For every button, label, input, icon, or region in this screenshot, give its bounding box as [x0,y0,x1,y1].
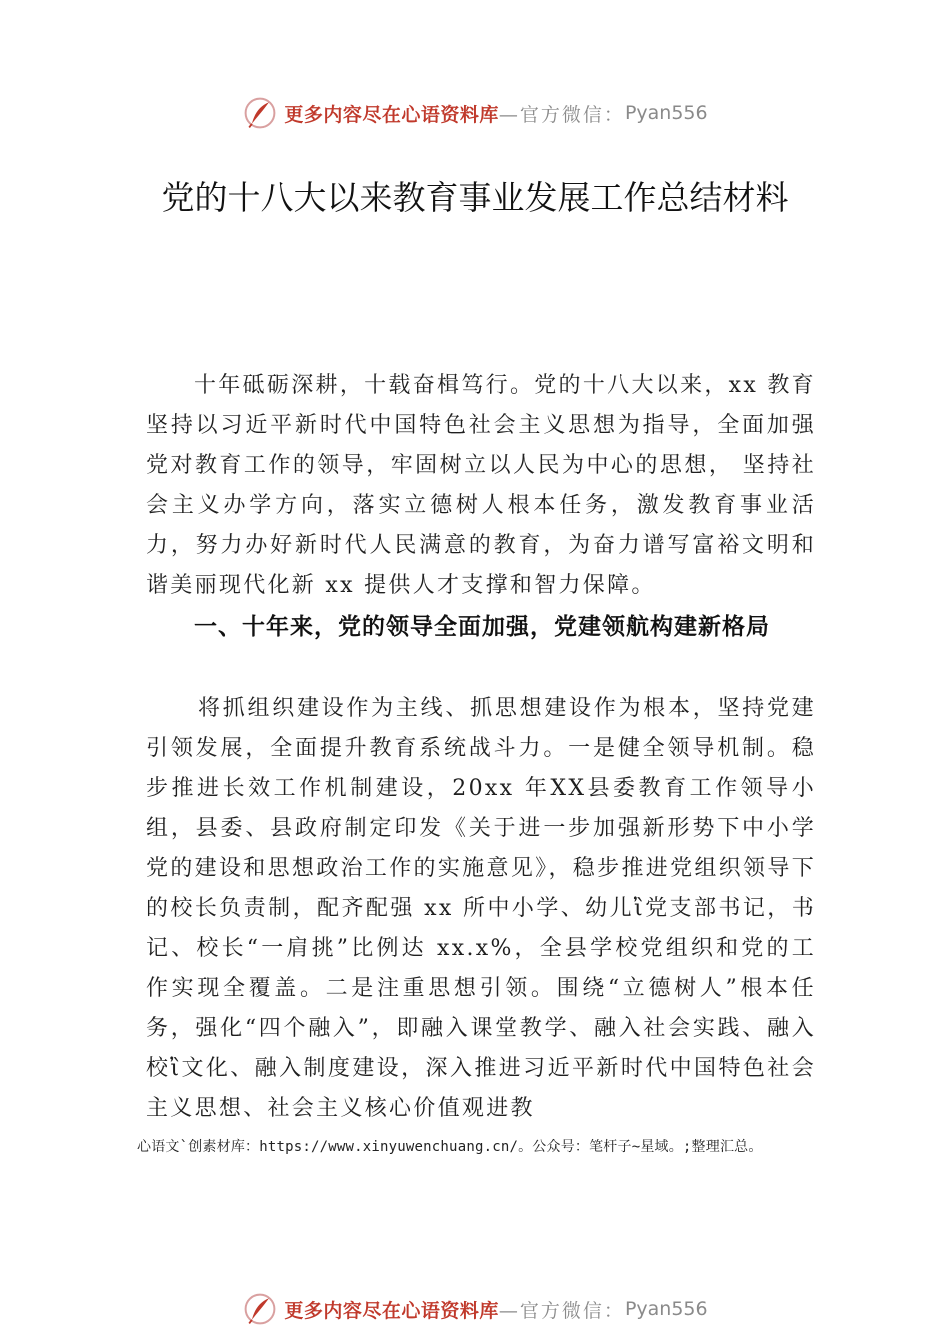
document-title: 党的十八大以来教育事业发展工作总结材料 [161,178,789,217]
banner-lead-text: 更多内容尽在心语资料库 [284,103,499,126]
banner-wechat-id: Pyan556 [624,102,708,124]
feather-quill-logo-icon [242,1291,278,1327]
banner-wechat-id: Pyan556 [624,1298,708,1320]
bottom-banner [0,1289,950,1329]
paragraph-intro: 十年砥砺深耕，十载奋楫笃行。党的十八大以来，xx 教育坚持以习近平新时代中国特色社会主义思想为指导，全面加强党对教育工作的领导，牢固树立以人民为中心的思想， 坚持社会主义办学方向，落实立德树人根本任务，激发教育事业活力，努力办好新时代人民满意的教育，为奋力谱写富裕文明和谐美丽现代化新 xx 提供人才支撑和智力保障。 [146,373,816,598]
banner-lead-text: 更多内容尽在心语资料库 [284,1299,499,1322]
banner-rest-text: —官方微信： [498,103,625,126]
feather-quill-logo-icon [242,95,278,131]
banner-rest-text: —官方微信： [498,1299,625,1322]
top-banner [0,93,950,133]
section-heading-1: 一、十年来，党的领导全面加强，党建领航构建新格局 [194,614,770,640]
source-footer-note: 心语文`创素材库：https://www.xinyuwenchuang.cn/。公众号：笔杆子~星域。;整理汇总。 [137,1139,763,1155]
paragraph-section-1: 将抓组织建设作为主线、抓思想建设作为根本，坚持党建引领发展，全面提升教育系统战斗力。一是健全领导机制。稳步推进长效工作机制建设，20xx 年XX县委教育工作领导小组，县委、县政府制定印发《关于进一步加强新形势下中小学党的建设和思想政治工作的实施意见》，稳步推进党组织领导下的校长负责制，配齐配强 xx 所中小学、幼儿ἲ党支部书记，书记、校长“一肩挑”比例达 xx.x%，全县学校党组织和党的工作实现全覆盖。二是注重思想引领。围绕“立德树人”根本任务，强化“四个融入”，即融入课堂教学、融入社会实践、融入校ἲ文化、融入制度建设，深入推进习近平新时代中国特色社会主义思想、社会主义核心价值观进教 [146,696,816,1121]
